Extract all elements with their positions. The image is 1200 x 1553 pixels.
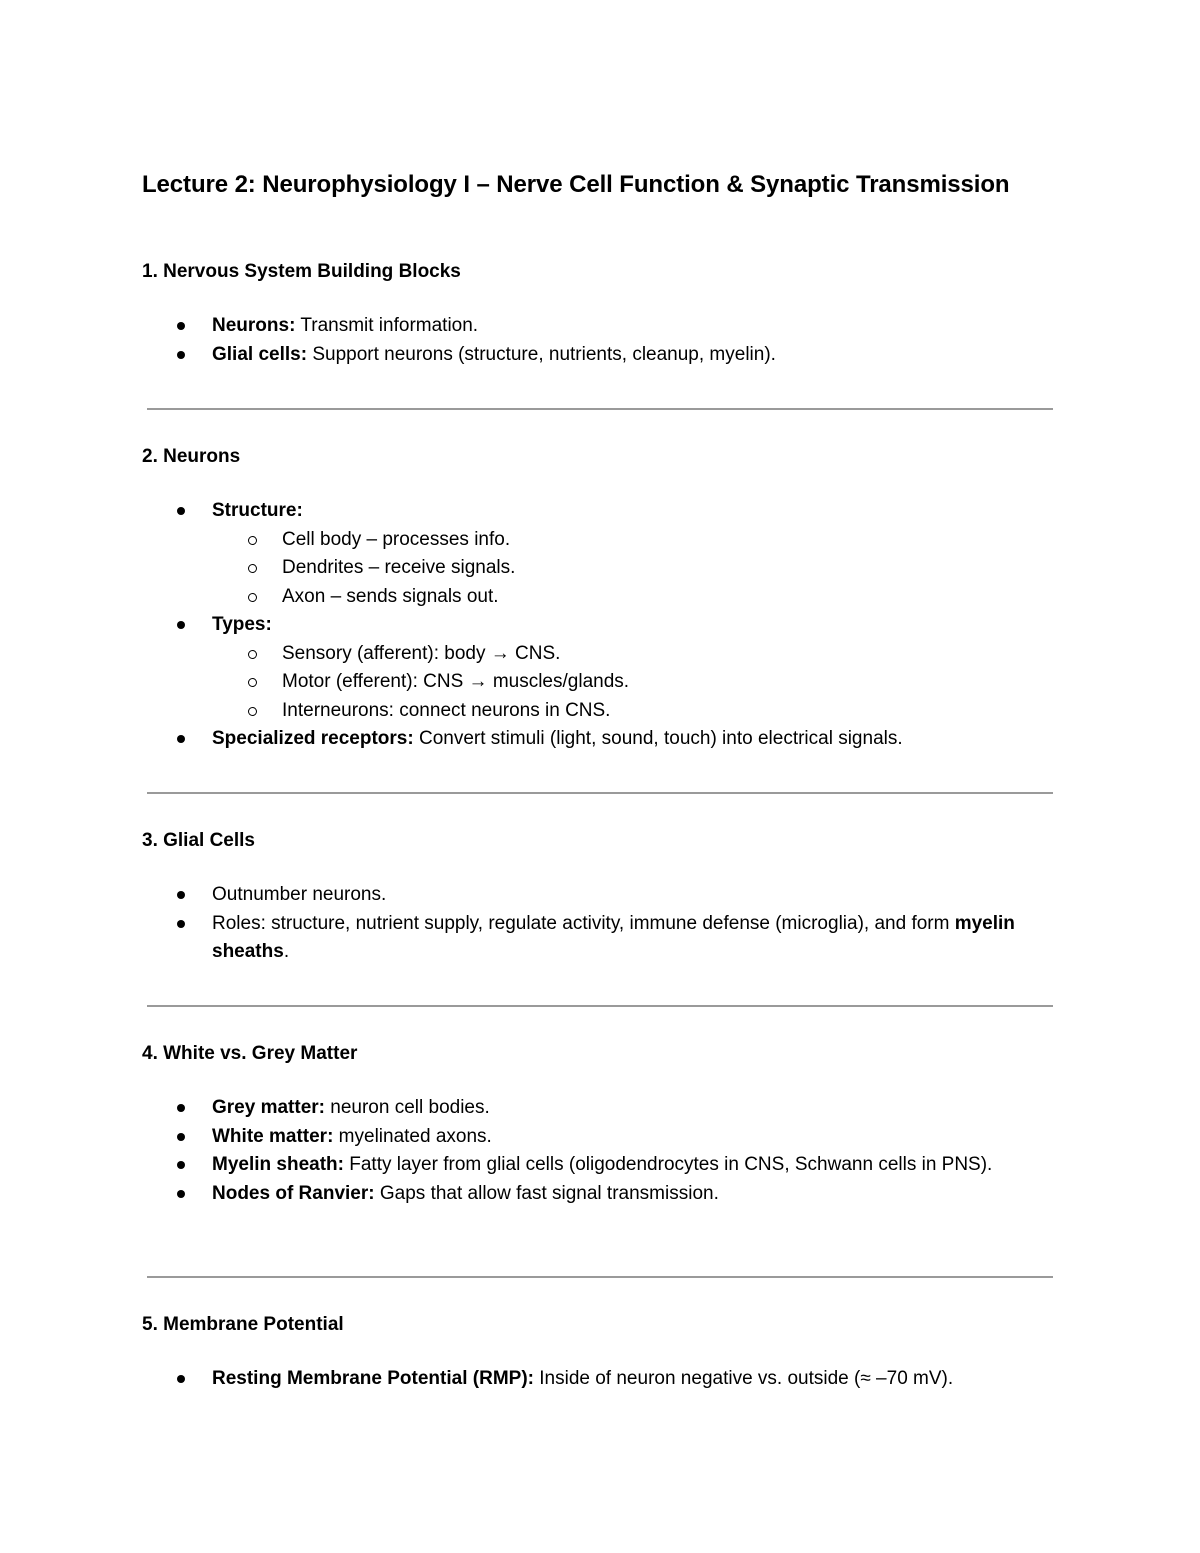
list-item xyxy=(142,910,1054,967)
list-item: Outnumber neurons. xyxy=(142,881,1054,910)
section-heading: 5. Membrane Potential xyxy=(142,1314,344,1335)
section-membrane-potential xyxy=(142,1313,1054,1394)
term-text: Roles: structure, nutrient supply, regulate activity, immune defense (microglia), and form xyxy=(212,912,955,934)
horizontal-divider xyxy=(147,792,1053,794)
list-item xyxy=(142,611,1054,725)
document-title-block xyxy=(142,168,1054,201)
term-label: Myelin sheath: xyxy=(212,1154,344,1175)
term-text: neuron cell bodies. xyxy=(325,1097,490,1118)
bullet-list xyxy=(142,312,1054,369)
bullet-list xyxy=(142,1365,1054,1394)
list-item xyxy=(142,1365,1054,1394)
section-glial-cells xyxy=(142,829,1054,967)
term-label: Types: xyxy=(212,614,272,635)
section-heading: 1. Nervous System Building Blocks xyxy=(142,261,461,282)
term-label: Nodes of Ranvier: xyxy=(212,1182,375,1204)
horizontal-divider xyxy=(147,1005,1053,1007)
sub-list xyxy=(212,526,1054,612)
sub-list-item: Cell body – processes info. xyxy=(212,526,1054,555)
term-text: Support neurons (structure, nutrients, cleanup, myelin). xyxy=(307,343,776,365)
term-label: Specialized receptors: xyxy=(212,728,414,749)
term-label: White matter: xyxy=(212,1125,334,1147)
list-item xyxy=(142,312,1054,341)
term-text: Inside of neuron negative vs. outside (≈ –70 mV). xyxy=(533,1368,954,1389)
document-title: Lecture 2: Neurophysiology I – Nerve Cell Function & Synaptic Transmission xyxy=(142,171,1010,198)
list-item xyxy=(142,1151,1054,1180)
term-label: Neurons: xyxy=(212,315,296,336)
list-item xyxy=(142,341,1054,370)
horizontal-divider xyxy=(147,1276,1053,1278)
sub-list-item: Axon – sends signals out. xyxy=(212,583,1054,612)
list-item xyxy=(142,1094,1054,1123)
term-text: myelinated axons. xyxy=(333,1125,492,1147)
list-item xyxy=(142,725,1054,754)
sub-list-item: Motor (efferent): CNS → muscles/glands. xyxy=(212,668,1054,697)
term-label: Resting Membrane Potential (RMP): xyxy=(212,1368,534,1389)
sub-list xyxy=(212,640,1054,726)
term-label: Structure: xyxy=(212,500,303,521)
term-text: Convert stimuli (light, sound, touch) into electrical signals. xyxy=(413,728,903,749)
term-emphasis: myelin sheaths xyxy=(212,912,1015,962)
bullet-list xyxy=(142,497,1054,754)
section-white-grey-matter xyxy=(142,1042,1054,1208)
list-item xyxy=(142,1180,1054,1209)
section-neurons xyxy=(142,445,1054,754)
section-heading: 3. Glial Cells xyxy=(142,830,255,851)
sub-list-item: Interneurons: connect neurons in CNS. xyxy=(212,697,1054,726)
bullet-list xyxy=(142,1094,1054,1208)
term-text-end: . xyxy=(283,941,290,962)
list-item xyxy=(142,497,1054,611)
term-text: Gaps that allow fast signal transmission. xyxy=(374,1182,719,1204)
bullet-list xyxy=(142,881,1054,967)
horizontal-divider xyxy=(147,408,1053,410)
section-building-blocks xyxy=(142,260,1054,369)
term-label: Glial cells: xyxy=(212,343,308,365)
section-heading: 4. White vs. Grey Matter xyxy=(142,1043,358,1064)
sub-list-item: Dendrites – receive signals. xyxy=(212,554,1054,583)
section-heading: 2. Neurons xyxy=(142,446,241,467)
term-label: Grey matter: xyxy=(212,1097,325,1118)
list-item xyxy=(142,1123,1054,1152)
term-text: Fatty layer from glial cells (oligodendrocytes in CNS, Schwann cells in PNS). xyxy=(343,1154,993,1175)
term-text: Transmit information. xyxy=(295,315,479,336)
sub-list-item: Sensory (afferent): body → CNS. xyxy=(212,640,1054,669)
